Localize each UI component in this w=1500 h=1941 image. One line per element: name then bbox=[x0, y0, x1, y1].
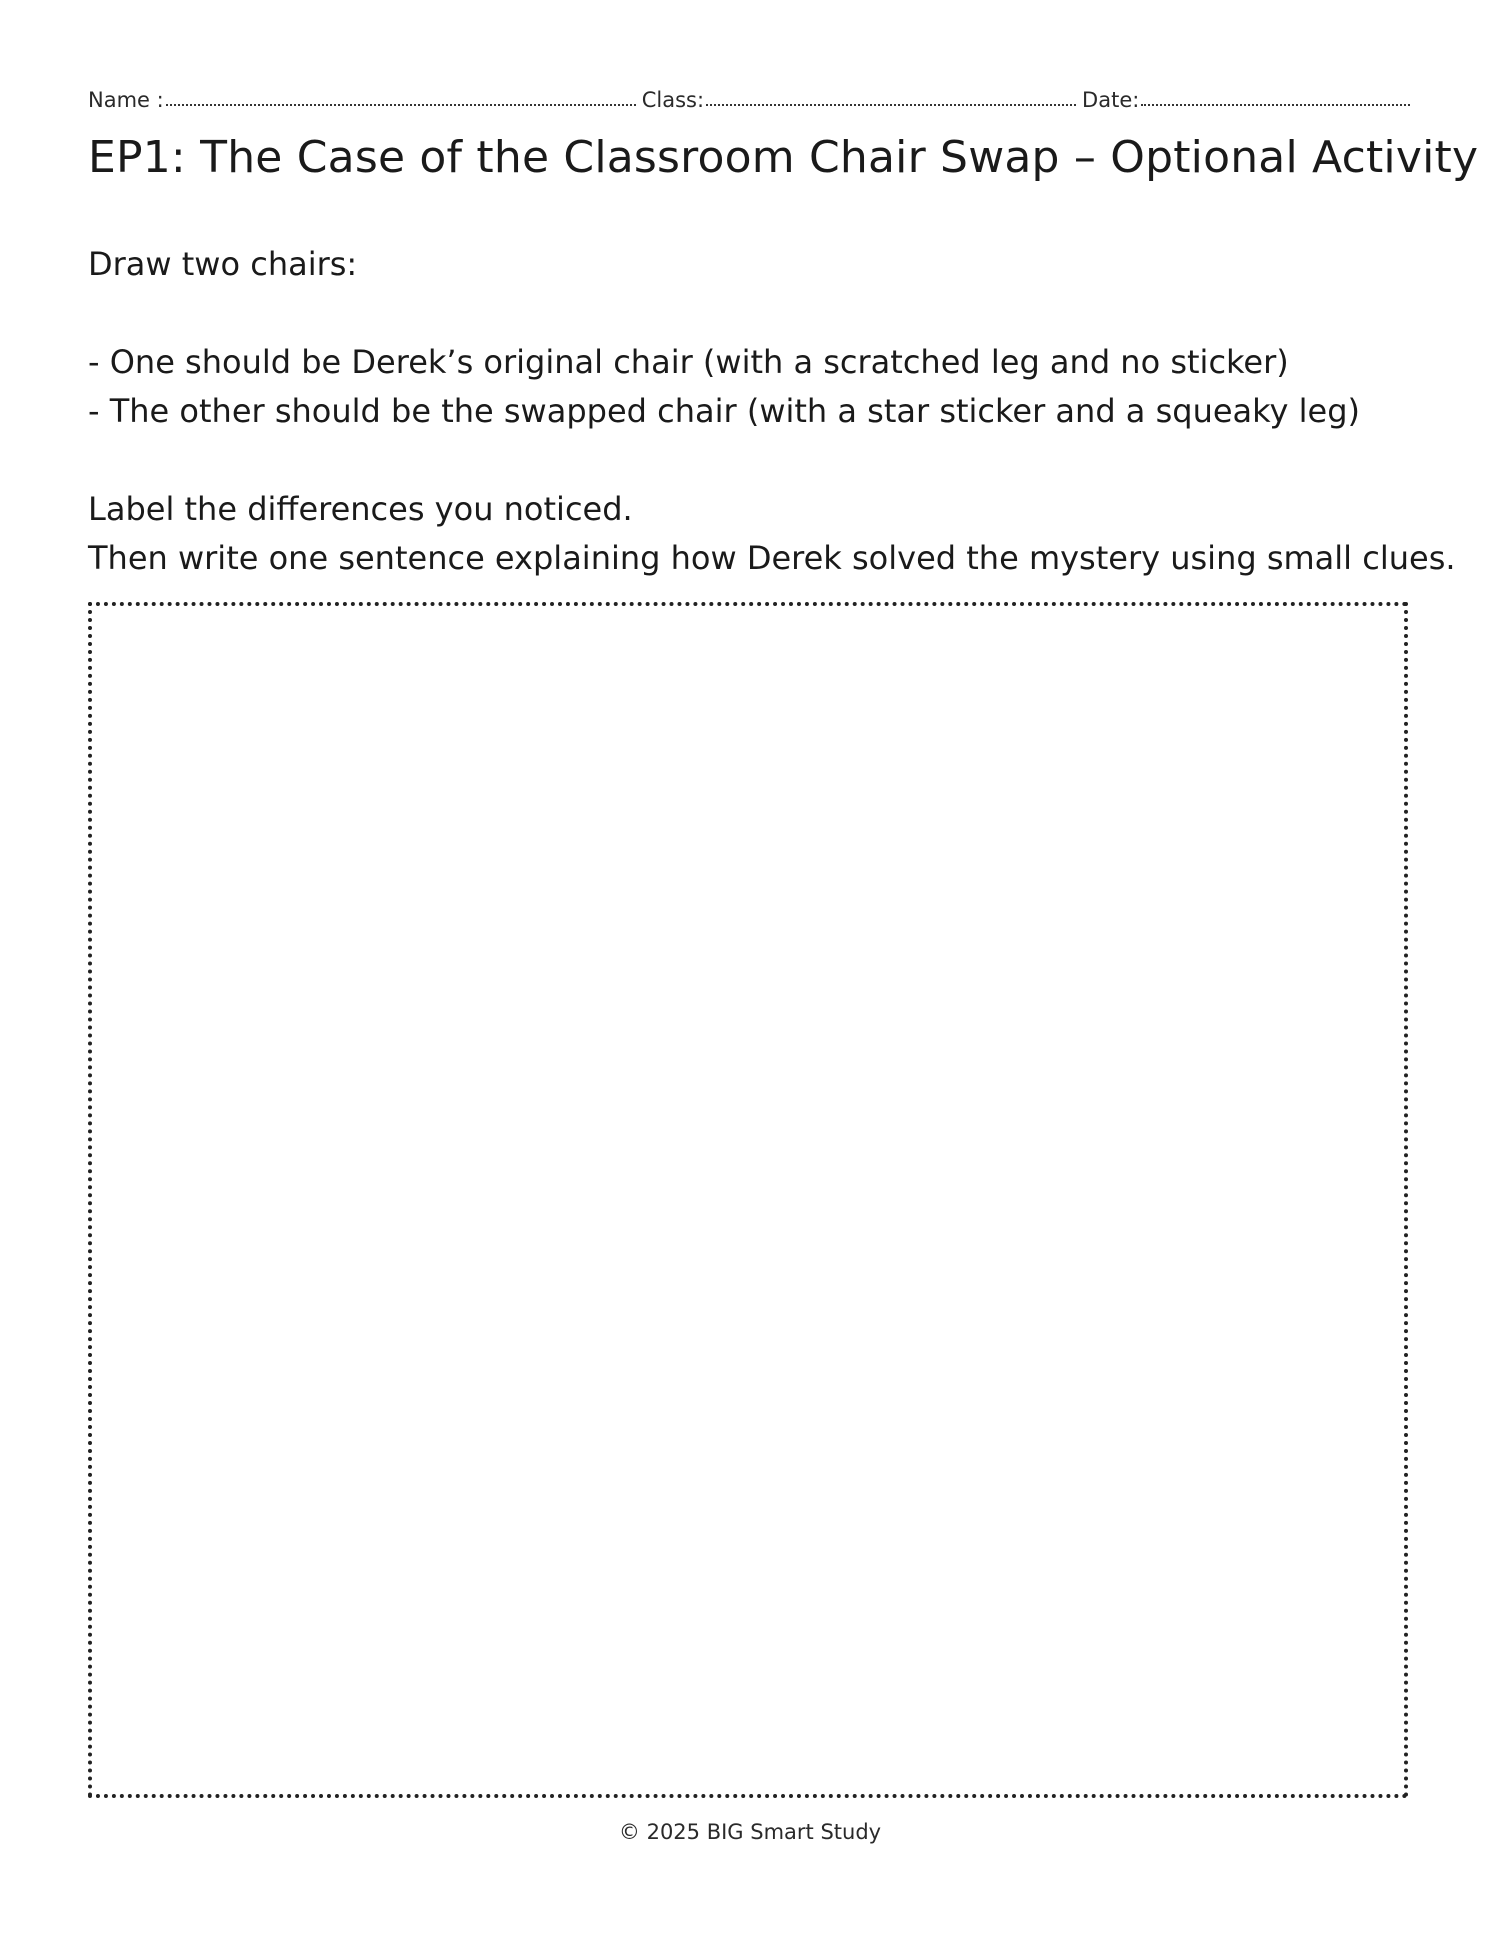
date-label: Date: bbox=[1082, 88, 1140, 112]
date-field[interactable] bbox=[1141, 103, 1410, 106]
page-title: EP1: The Case of the Classroom Chair Swap – Optional Activity bbox=[88, 132, 1479, 183]
name-label: Name : bbox=[88, 88, 164, 112]
instructions-bullet-original-chair: - One should be Derek’s original chair (with a scratched leg and no sticker) bbox=[88, 343, 1289, 381]
drawing-area[interactable] bbox=[88, 602, 1408, 1798]
class-label: Class: bbox=[641, 88, 705, 112]
instructions-bullet-swapped-chair: - The other should be the swapped chair (with a star sticker and a squeaky leg) bbox=[88, 392, 1361, 430]
class-field[interactable] bbox=[706, 103, 1076, 106]
student-info-header bbox=[88, 84, 1410, 112]
instructions-write-sentence: Then write one sentence explaining how Derek solved the mystery using small clues. bbox=[88, 539, 1456, 577]
spacer bbox=[88, 289, 1428, 338]
instructions-intro: Draw two chairs: bbox=[88, 245, 358, 283]
copyright-footer: © 2025 BIG Smart Study bbox=[618, 1820, 882, 1844]
spacer bbox=[88, 436, 1428, 485]
instructions-label-differences: Label the differences you noticed. bbox=[88, 490, 633, 528]
instructions bbox=[88, 240, 1456, 583]
name-field[interactable] bbox=[166, 103, 636, 106]
